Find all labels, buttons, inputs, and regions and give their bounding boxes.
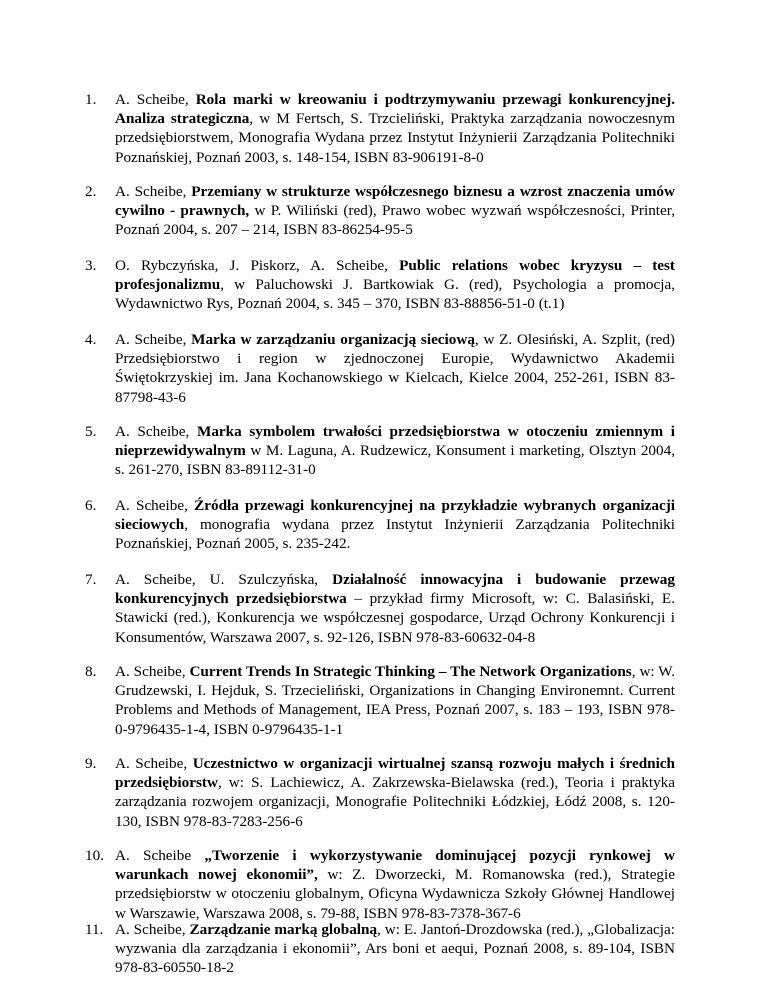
entry-details: , w: E. Jantoń-Drozdowska (red.), „Globalizacja: wyzwania dla zarządzania i ekonomii”, Ars boni et aequi, Poznań 2008, s. 89-104, ISBN 978-83-60550-18-2: [115, 921, 675, 977]
entry-number: 3.: [85, 257, 97, 274]
entry-title: Uczestnictwo w organizacji wirtualnej szansą rozwoju małych i średnich przedsiębiorstw: [115, 755, 675, 792]
entry-title: Źródła przewagi konkurencyjnej na przykładzie wybranych organizacji sieciowych: [115, 497, 676, 534]
entry-authors: A. Scheibe,: [115, 423, 197, 440]
entry-authors: A. Scheibe,: [115, 331, 192, 348]
entry-number: 1.: [85, 91, 97, 108]
entry-number: 2.: [85, 183, 97, 200]
entry-text: [115, 330, 675, 407]
entry-text: [115, 662, 675, 739]
entry-authors: A. Scheibe,: [115, 91, 196, 108]
entry-details: , w: W. Grudzewski, I. Hejduk, S. Trzecieliński, Organizations in Changing Environemnt. Current Problems and Methods of Management, IEA Press, Poznań 2007, s. 183 – 193, ISBN 978-0-9796435-1-4, ISBN 0-9796435-1-1: [115, 663, 676, 738]
entry-text: [115, 570, 675, 647]
entry-title: Public relations wobec kryzysu – test profesjonalizmu: [115, 257, 675, 294]
entry-number: 11.: [85, 921, 104, 938]
bibliography-entry: [85, 182, 675, 240]
entry-authors: A. Scheibe,: [115, 663, 190, 680]
entry-details: w: Z. Dworzecki, M. Romanowska (red.), Strategie przedsiębiorstw w otoczeniu globalnym, Oficyna Wydawnicza Szkoły Głównej Handlowej w Warszawie, Warszawa 2008, s. 79-88, ISBN 978-83-7378-367-6: [115, 866, 675, 922]
bibliography-entry: [85, 662, 675, 739]
entry-details: , w Z. Olesiński, A. Szplit, (red) Przedsiębiorstwo i region w zjednoczonej Europie, Wydawnictwo Akademii Świętokrzyskiej im. Jana Kochanowskiego w Kielcach, Kielce 2004, 252-261, ISBN 83-87798-43-6: [115, 331, 675, 406]
entry-title: „Tworzenie i wykorzystywanie dominującej pozycji rynkowej w warunkach nowej ekonomii”,: [115, 847, 675, 884]
entry-number: 7.: [85, 571, 97, 588]
entry-title: Marka w zarządzaniu organizacją sieciową: [191, 331, 475, 348]
entry-text: [115, 920, 675, 978]
entry-authors: O. Rybczyńska, J. Piskorz, A. Scheibe,: [115, 257, 400, 274]
entry-details: – przykład firmy Microsoft, w: C. Balasiński, E. Stawicki (red.), Konkurencja we współczesnej gospodarce, Urząd Ochrony Konkurencji i Konsumentów, Warszawa 2007, s. 92-126, ISBN 978-83-60632-04-8: [115, 590, 676, 646]
entry-number: 8.: [85, 663, 97, 680]
entry-number: 10.: [85, 847, 104, 864]
bibliography-entry: [85, 570, 675, 647]
entry-title: Current Trends In Strategic Thinking – The Network Organizations: [189, 663, 632, 680]
entry-text: [115, 90, 675, 167]
entry-number: 5.: [85, 423, 97, 440]
entry-title: Rola marki w kreowaniu i podtrzymywaniu przewagi konkurencyjnej. Analiza strategiczna: [115, 91, 675, 128]
entry-text: [115, 754, 675, 831]
entry-title: Przemiany w strukturze współczesnego biznesu a wzrost znaczenia umów cywilno - prawnych,: [115, 183, 675, 220]
entry-authors: A. Scheibe, U. Szulczyńska,: [115, 571, 333, 588]
entry-details: w P. Wiliński (red), Prawo wobec wyzwań współczesności, Printer, Poznań 2004, s. 207 – 214, ISBN 83-86254-95-5: [115, 202, 675, 239]
bibliography-entry: [85, 496, 675, 554]
bibliography-entry: [85, 920, 675, 978]
entry-title: Marka symbolem trwałości przedsiębiorstwa w otoczeniu zmiennym i nieprzewidywalnym: [115, 423, 676, 460]
entry-details: , w: S. Lachiewicz, A. Zakrzewska-Bielawska (red.), Teoria i praktyka zarządzania rozwojem organizacji, Monografie Politechniki Łódzkiej, Łódź 2008, s. 120-130, ISBN 978-83-7283-256-6: [115, 774, 675, 830]
bibliography-entry: [85, 256, 675, 314]
entry-details: , w M Fertsch, S. Trzcieliński, Praktyka zarządzania nowoczesnym przedsiębiorstwem, Monografia Wydana przez Instytut Inżynierii Zarządzania Politechniki Poznańskiej, Poznań 2003, s. 148-154, ISBN 83-906191-8-0: [115, 110, 676, 166]
entry-text: [115, 496, 675, 554]
entry-text: [115, 256, 675, 314]
bibliography-entry: [85, 330, 675, 407]
entry-details: w M. Laguna, A. Rudzewicz, Konsument i marketing, Olsztyn 2004, s. 261-270, ISBN 83-89112-31-0: [115, 442, 675, 479]
entry-number: 4.: [85, 331, 97, 348]
entry-authors: A. Scheibe,: [115, 755, 193, 772]
entry-authors: A. Scheibe: [115, 847, 205, 864]
entry-text: [115, 422, 675, 480]
entry-text: [115, 846, 675, 923]
bibliography-entry: [85, 846, 675, 923]
entry-number: 6.: [85, 497, 97, 514]
entry-authors: A. Scheibe,: [115, 921, 190, 938]
entry-number: 9.: [85, 755, 97, 772]
entry-details: , w Paluchowski J. Bartkowiak G. (red), Psychologia a promocja, Wydawnictwo Rys, Poznań 2004, s. 345 – 370, ISBN 83-88856-51-0 (t.1): [115, 276, 675, 313]
bibliography-entry: [85, 754, 675, 831]
entry-authors: A. Scheibe,: [115, 183, 192, 200]
entry-text: [115, 182, 675, 240]
bibliography-entry: [85, 422, 675, 480]
entry-authors: A. Scheibe,: [115, 497, 195, 514]
entry-title: Zarządzanie marką globalną: [189, 921, 378, 938]
bibliography-entry: [85, 90, 675, 167]
entry-details: , monografia wydana przez Instytut Inżynierii Zarządzania Politechniki Poznańskiej, Poznań 2005, s. 235-242.: [115, 516, 675, 553]
entry-title: Działalność innowacyjna i budowanie przewag konkurencyjnych przedsiębiorstwa: [115, 571, 675, 608]
